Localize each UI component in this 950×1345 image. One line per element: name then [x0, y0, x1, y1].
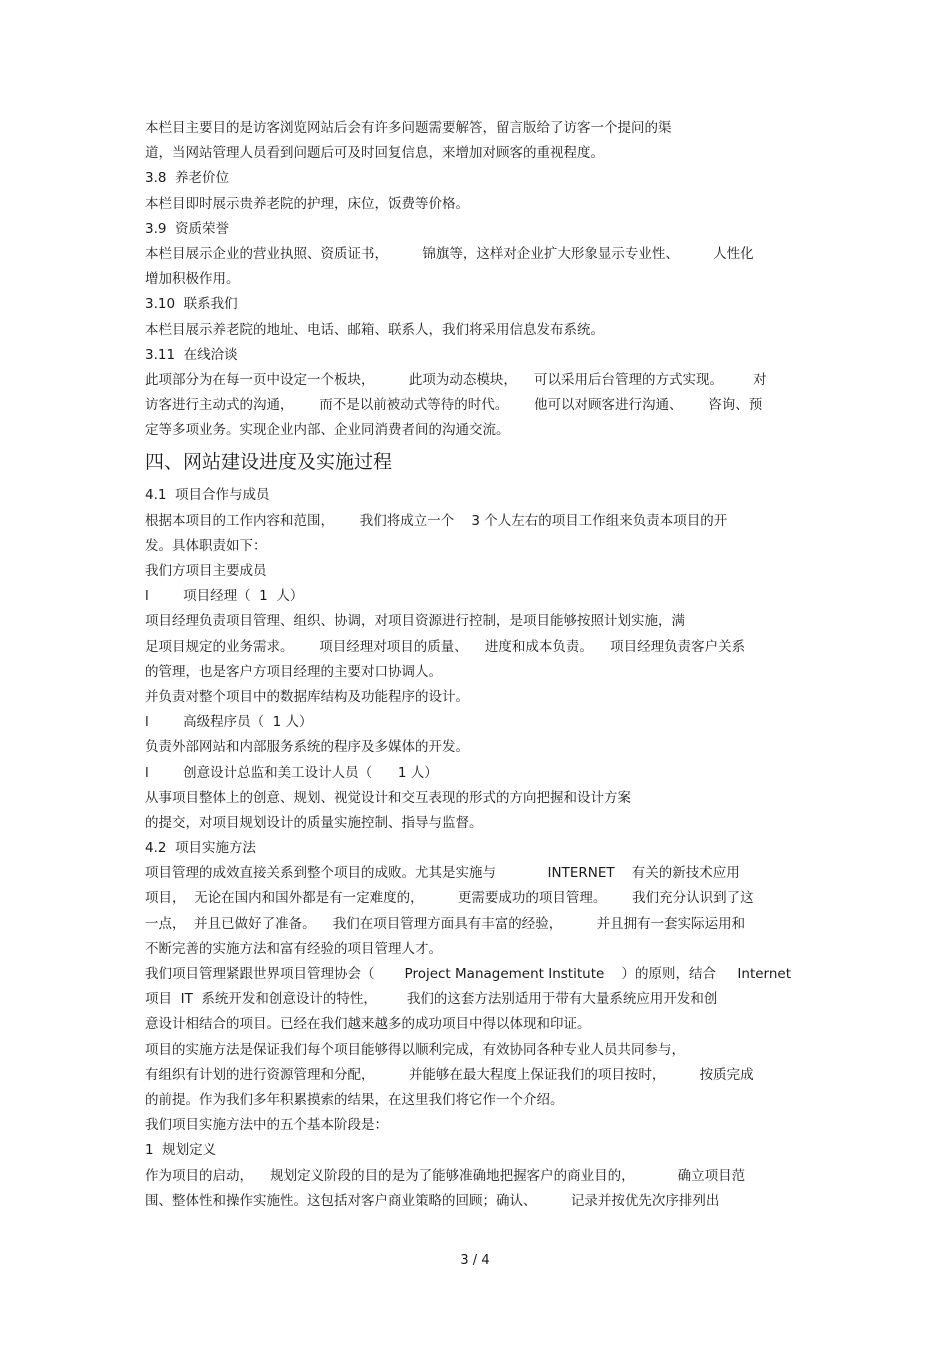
text-line: 本栏目主要目的是访客浏览网站后会有许多问题需要解答，留言版给了访客一个提问的渠 [145, 120, 672, 136]
section-title: 3.11 在线洽谈 [145, 346, 238, 363]
text-line: 意设计相结合的项目。已经在我们越来越多的成功项目中得以体现和印证。 [145, 1016, 591, 1033]
text-line: 围、整体性和操作实施性。这包括对客户商业策略的回顾；确认、 记录并按优先次序排列出 [145, 1192, 720, 1209]
document-body [145, 116, 815, 1214]
text-line: 的管理，也是客户方项目经理的主要对口协调人。 [145, 663, 442, 680]
text-line: 项目管理的成效直接关系到整个项目的成败。尤其是实施与 INTERNET 有关的新技术应用 [145, 865, 740, 882]
text-line: 我们项目管理紧跟世界项目管理协会（ Project Management Institute ）的原则，结合 Internet [145, 966, 792, 982]
text-line: 项目经理负责项目管理、组织、协调，对项目资源进行控制，是项目能够按照计划实施，满 [145, 613, 685, 630]
section-title: 3.10 联系我们 [145, 296, 238, 313]
text-line: 的前提。作为我们多年积累摸索的结果，在这里我们将它作一个介绍。 [145, 1091, 564, 1108]
text-line: 有组织有计划的进行资源管理和分配， 并能够在最大程度上保证我们的项目按时， 按质完成 [145, 1066, 754, 1083]
text-line: 本栏目展示养老院的地址、电话、邮箱、联系人，我们将采用信息发布系统。 [145, 321, 604, 338]
text-line: 此项部分为在每一页中设定一个板块， 此项为动态模块， 可以采用后台管理的方式实现。 对 [145, 371, 767, 388]
text-line: 本栏目展示企业的营业执照、资质证书， 锦旗等，这样对企业扩大形象显示专业性、 人性化 [145, 245, 754, 262]
text-line: 负责外部网站和内部服务系统的程序及多媒体的开发。 [145, 739, 469, 756]
text-line: 定等多项业务。实现企业内部、企业同消费者间的沟通交流。 [145, 422, 510, 439]
text-line: 并负责对整个项目中的数据库结构及功能程序的设计。 [145, 688, 469, 705]
chapter-heading: 四、网站建设进度及实施过程 [145, 451, 393, 474]
section-title: 4.1 项目合作与成员 [145, 487, 270, 504]
text-line: 访客进行主动式的沟通， 而不是以前被动式等待的时代。 他可以对顾客进行沟通、 咨询、预 [145, 397, 763, 414]
text-line: 项目， 无论在国内和国外都是有一定难度的， 更需要成功的项目管理。 我们充分认识到了这 [145, 890, 754, 907]
text-line: 不断完善的实施方法和富有经验的项目管理人才。 [145, 940, 442, 957]
section-title: 4.2 项目实施方法 [145, 840, 257, 857]
text-line: 我们项目实施方法中的五个基本阶段是： [145, 1117, 388, 1134]
text-line: 项目 IT 系统开发和创意设计的特性， 我们的这套方法别适用于带有大量系统应用开发和创 [145, 991, 718, 1008]
text-line: 增加积极作用。 [145, 271, 240, 288]
text-line: 足项目规定的业务需求。 项目经理对项目的质量、 进度和成本负责。 项目经理负责客户关系 [145, 638, 746, 655]
text-line: 的提交，对项目规划设计的质量实施控制、指导与监督。 [145, 814, 483, 831]
section-title: 3.8 养老价位 [145, 170, 230, 187]
text-line: 道，当网站管理人员看到问题后可及时回复信息，来增加对顾客的重视程度。 [145, 145, 604, 162]
text-line: 项目的实施方法是保证我们每个项目能够得以顺利完成，有效协同各种专业人员共同参与， [145, 1041, 685, 1058]
section-title: 3.9 资质荣誉 [145, 220, 230, 237]
text-line: 从事项目整体上的创意、规划、视觉设计和交互表现的形式的方向把握和设计方案 [145, 789, 631, 806]
text-line: 我们方项目主要成员 [145, 563, 267, 579]
text-line: 一点， 并且已做好了准备。 我们在项目管理方面具有丰富的经验， 并且拥有一套实际运用和 [145, 915, 746, 932]
bullet-item: l 高级程序员（ 1 人） [145, 714, 313, 731]
page-number: 3 / 4 [460, 1253, 490, 1268]
text-line: 根据本项目的工作内容和范围， 我们将成立一个 3 个人左右的项目工作组来负责本项目的开 [145, 512, 728, 529]
bullet-item: l 项目经理（ 1 人） [145, 588, 304, 605]
text-line: 发。具体职责如下： [145, 537, 267, 554]
text-line: 作为项目的启动， 规划定义阶段的目的是为了能够准确地把握客户的商业目的， 确立项目范 [145, 1167, 746, 1184]
text-line: 本栏目即时展示贵养老院的护理，床位，饭费等价格。 [145, 195, 469, 212]
section-title: 1 规划定义 [145, 1142, 217, 1159]
bullet-item: l 创意设计总监和美工设计人员（ 1 人） [145, 764, 438, 781]
